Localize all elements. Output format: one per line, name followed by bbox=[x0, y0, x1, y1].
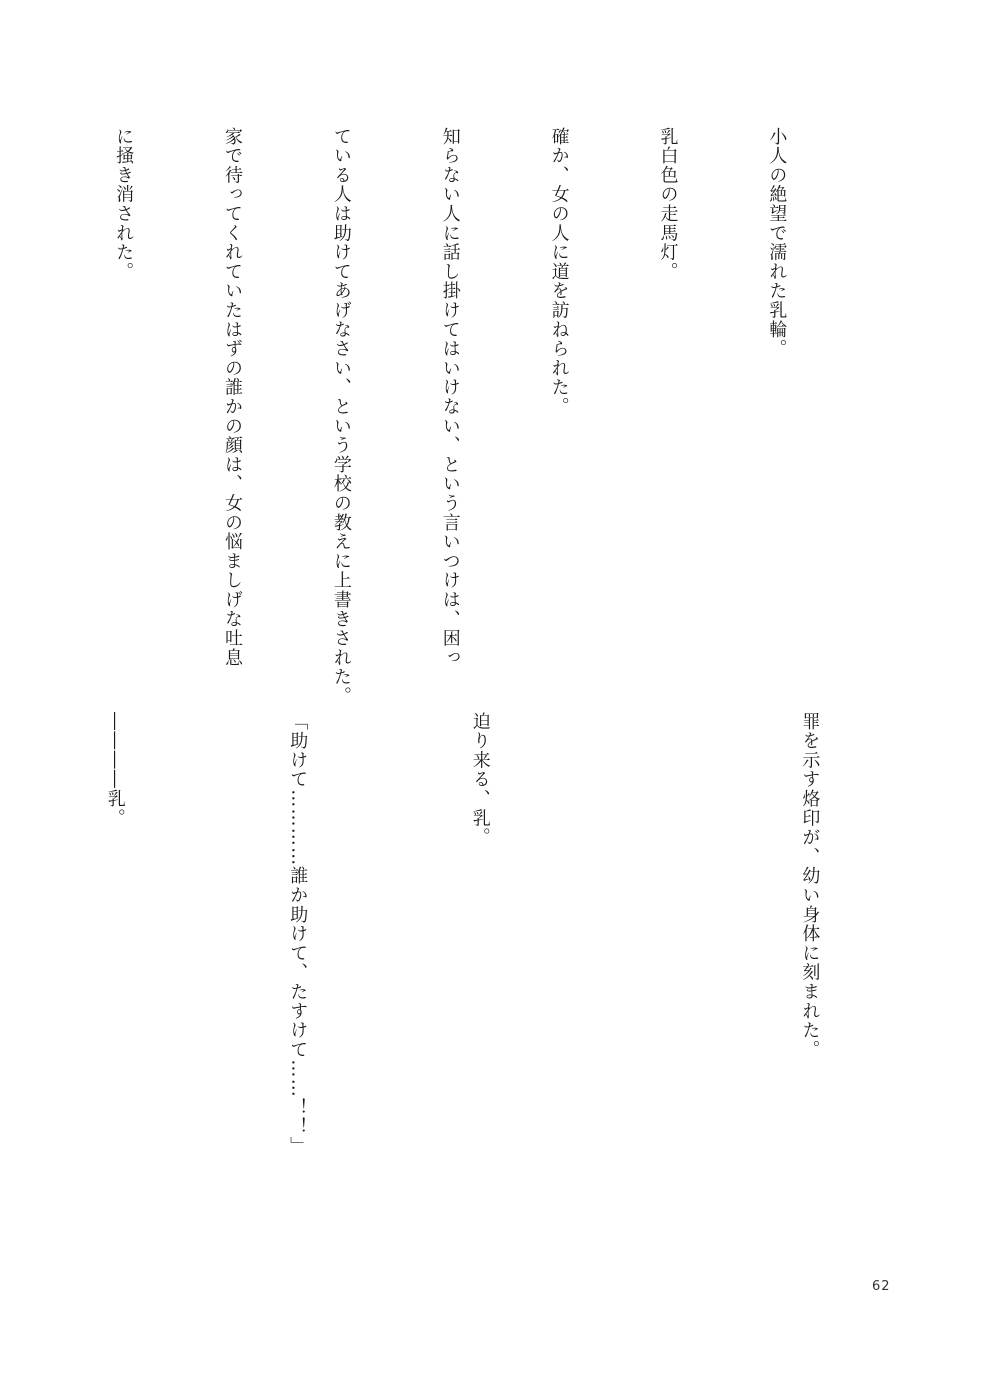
blank-line bbox=[31, 127, 32, 687]
text-line: 家で待ってくれていたはずの誰かの顔は、女の悩ましげな吐息 bbox=[221, 127, 243, 668]
vertical-text-block-bottom bbox=[0, 712, 900, 1156]
blank-line bbox=[388, 712, 389, 1132]
blank-line bbox=[205, 712, 206, 1132]
text-line: 乳白色の走馬灯。 bbox=[657, 127, 679, 282]
blank-line bbox=[644, 712, 645, 1132]
text-line: ている人は助けてあげなさい、という学校の教えに上書きされた。 bbox=[330, 127, 352, 706]
text-line: 「助けて…………誰か助けて、たすけて……！！」 bbox=[287, 712, 309, 1156]
text-line: 知らない人に話し掛けてはいけない、という言いつけは、困っ bbox=[439, 127, 461, 668]
blank-line bbox=[23, 712, 24, 1132]
vertical-text-block-top bbox=[0, 127, 867, 706]
text-line: ――――乳。 bbox=[104, 712, 126, 828]
text-line: に掻き消された。 bbox=[113, 127, 135, 282]
text-line: 小人の絶望で濡れた乳輪。 bbox=[766, 127, 788, 359]
blank-line bbox=[570, 712, 571, 1132]
text-line: 確か、女の人に道を訪ねられた。 bbox=[548, 127, 570, 417]
text-line: 迫り来る、乳。 bbox=[469, 712, 491, 848]
page-number: 62 bbox=[872, 1279, 891, 1294]
blank-line bbox=[718, 712, 719, 1132]
text-line: 罪を示す烙印が、幼い身体に刻まれた。 bbox=[799, 712, 821, 1060]
